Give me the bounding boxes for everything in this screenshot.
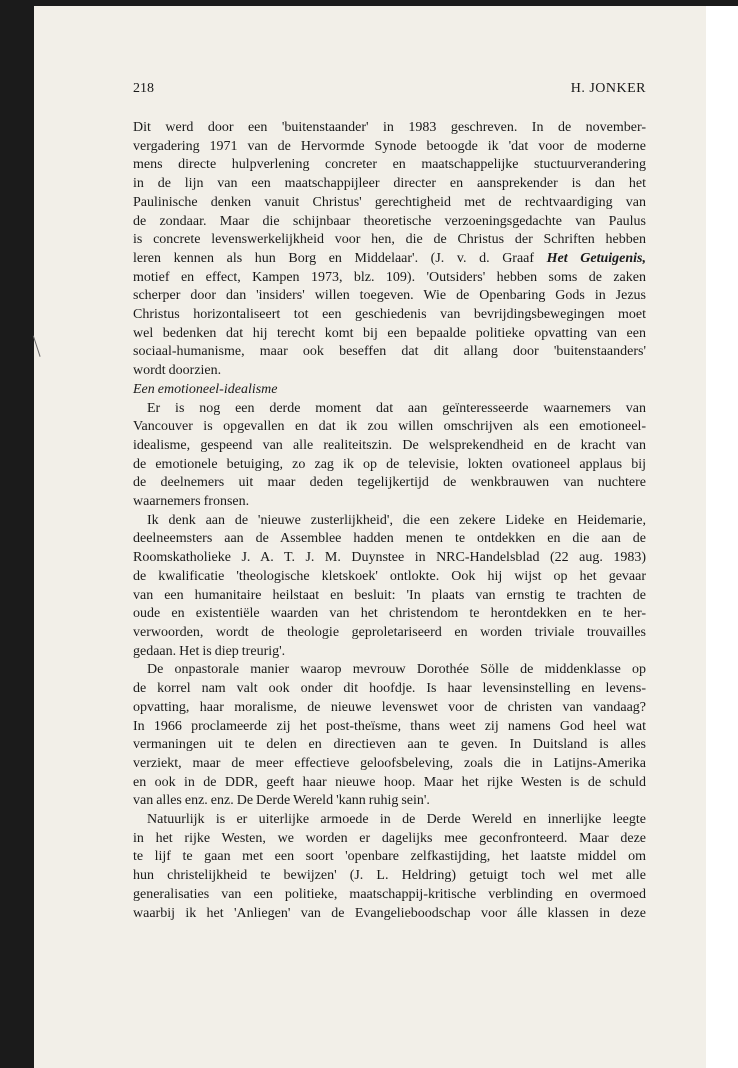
text-line: is concrete levenswerkelijkheid voor hen, die de Christus der Schriften hebben <box>133 232 646 248</box>
paragraph-1 <box>133 119 646 381</box>
text-line: wel bedenken dat hij terecht komt bij een bepaalde politieke opvatting van een <box>133 325 646 341</box>
text-line: mens directe hulpverlening concreter en maatschappelijke stuctuurverandering <box>133 157 646 173</box>
book-title: Het Getuigenis, <box>546 250 646 266</box>
text-line: generalisaties van een politieke, maatschappij-kritische verblinding en overmoed <box>133 886 646 902</box>
paragraph-2 <box>133 400 646 512</box>
text-line: Dit werd door een 'buitenstaander' in 1983 geschreven. In de november- <box>133 120 646 135</box>
text-line: Paulinische denken vanuit Christus' gerechtigheid met de rechtvaardiging van <box>133 194 646 210</box>
text-line: gedaan. Het is diep treurig'. <box>133 643 286 659</box>
text-line: de kwalificatie 'theologische kletskoek' ontlokte. Ook hij wijst op het gevaar <box>133 568 646 584</box>
text-line: te lijf te gaan met een soort 'openbare zelfkastijding, het laatste middel om <box>133 849 646 865</box>
text-line: de zondaar. Maar die schijnbaar theoretische verzoeningsgedachte van Paulus <box>133 213 646 229</box>
text-line <box>133 250 646 269</box>
text-line: vergadering 1971 van de Hervormde Synode betoogde ik 'dat voor de moderne <box>133 138 646 154</box>
text-line: deelneemsters aan de Assemblee hadden menen te ontdekken en die aan de <box>133 531 646 547</box>
text-line: in het rijke Westen, we worden er dagelijks mee geconfronteerd. Maar deze <box>133 830 646 846</box>
text-line: Er is nog een derde moment dat aan geïnteresseerde waarnemers van <box>147 400 646 416</box>
text-line: de emotionele betuiging, zo zag ik op de televisie, lokten ovationeel applaus bij <box>133 456 646 472</box>
text-line: waarnemers fronsen. <box>133 494 250 510</box>
section-heading: Een emotioneel-idealisme <box>133 381 278 397</box>
text-line: vermaningen uit te delen en directieven aan te geven. In Duitsland is alles <box>133 737 646 753</box>
running-head: H. JONKER <box>570 81 646 96</box>
page-number: 218 <box>133 81 154 96</box>
text-line: hun christelijkheid te bewijzen' (J. L. Heldring) getuigt toch wel met alle <box>133 868 646 884</box>
text-line: van een humanitaire heilstaat en besluit: 'In plaats van ernstig te trachten de <box>133 587 646 603</box>
scanner-edge-left <box>0 0 34 1068</box>
page-header <box>133 81 646 99</box>
text-line: scherper door dan 'insiders' willen toegeven. Wie de Openbaring Gods in Jezus <box>133 288 646 304</box>
text-line: sociaal-humanisme, maar ook beseffen dat dit allang door 'buitenstaanders' <box>133 344 646 360</box>
text-line: wordt doorzien. <box>133 363 222 379</box>
paragraph-5 <box>133 811 646 923</box>
text-line: oude en existentiële waarden van het christendom te herontdekken en te her- <box>133 606 646 622</box>
text-line: in de lijn van een maatschappijleer directer en aansprekender is dan het <box>133 176 646 192</box>
text-line: de deelnemers uit maar deden tegelijkertijd de wenkbrauwen van nuchtere <box>133 475 646 491</box>
paragraph-4 <box>133 661 646 811</box>
text-line: Natuurlijk is er uiterlijke armoede in de Derde Wereld en innerlijke leegte <box>147 812 646 828</box>
paragraph-3 <box>133 512 646 662</box>
text-line: In 1966 proclameerde zij het post-theïsme, thans weet zij namens God heel wat <box>133 718 646 734</box>
text-line: De onpastorale manier waarop mevrouw Dorothée Sölle de middenklasse op <box>147 662 646 678</box>
text-line: Vancouver is opgevallen en dat ik zou willen omschrijven als een emotioneel- <box>133 419 646 435</box>
text-line: Christus horizontaliseert tot een geschiedenis van bevrijdingsbewegingen moet <box>133 307 646 323</box>
body-text <box>133 119 646 923</box>
text-line: idealisme, gespeend van alle realiteitszin. De welsprekendheid en de kracht van <box>133 437 646 453</box>
text-line: motief en effect, Kampen 1973, blz. 109). 'Outsiders' hebben soms de zaken <box>133 269 646 285</box>
text-line: verziekt, maar de meer effectieve geloofsbeleving, zoals die in Latijns-Amerika <box>133 755 646 771</box>
text-line: en ook in de DDR, geeft haar nieuwe hoop. Maar het rijke Westen is de schuld <box>133 774 646 790</box>
text-fragment: leren kennen als hun Borg en Middelaar'. (J. v. d. Graaf <box>133 250 547 266</box>
text-line: verwoorden, wordt de theologie geproletariseerd en worden triviale trouvailles <box>133 624 646 640</box>
text-line: Ik denk aan de 'nieuwe zusterlijkheid', die een zekere Lideke en Heidemarie, <box>147 512 646 528</box>
text-line: Roomskatholieke J. A. T. J. M. Duynstee in NRC-Handelsblad (22 aug. 1983) <box>133 550 646 566</box>
text-line: de korrel nam valt ook onder dit hoofdje. Is haar levensinstelling en levens- <box>133 681 646 697</box>
text-line: opvatting, haar moralisme, de nieuwe levenswet voor de christen van vandaag? <box>133 699 646 715</box>
text-line: waarbij ik het 'Anliegen' van de Evangelieboodschap voor álle klassen in deze <box>133 905 646 921</box>
text-line: van alles enz. enz. De Derde Wereld 'kann ruhig sein'. <box>133 793 430 809</box>
